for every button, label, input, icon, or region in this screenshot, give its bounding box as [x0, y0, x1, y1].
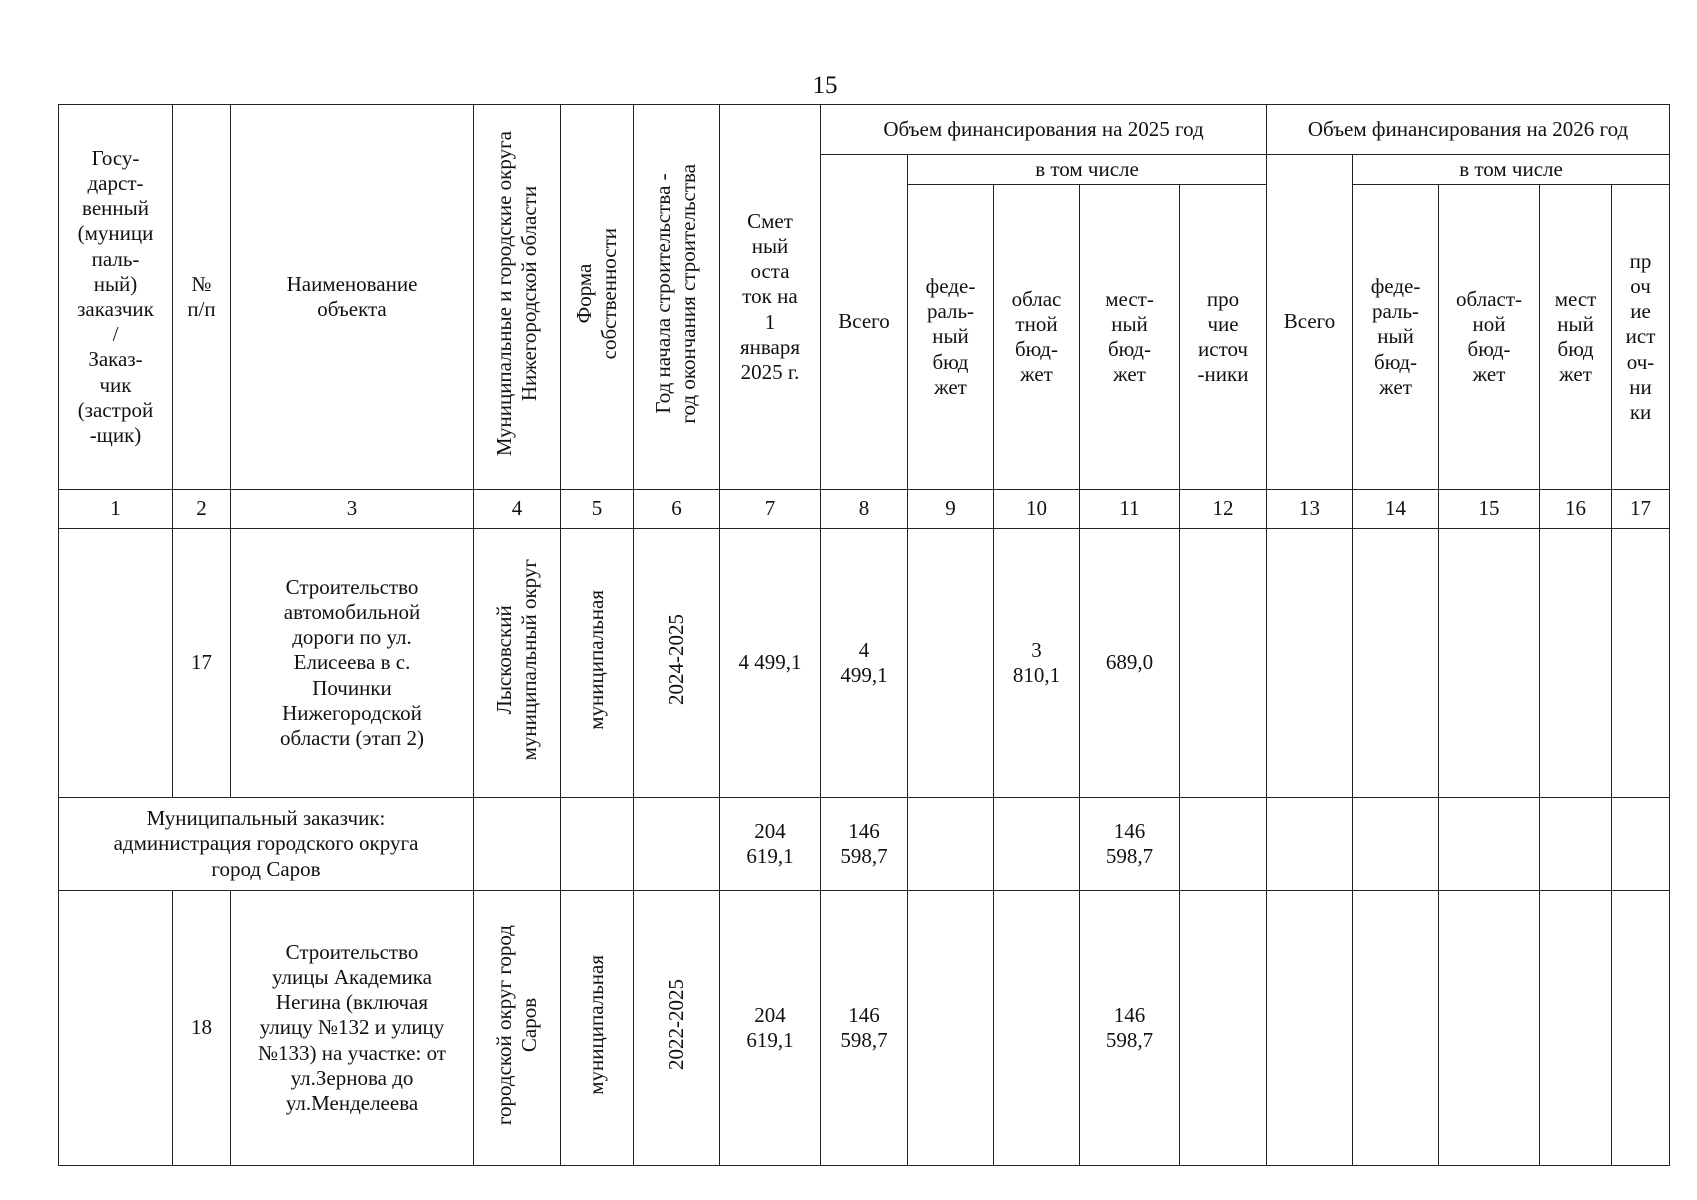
federal-2025	[908, 529, 994, 798]
municipality: Лысковский муниципальный округ	[474, 529, 561, 798]
construction-years: 2022-2025	[634, 891, 720, 1166]
column-number: 12	[1180, 490, 1267, 529]
row-number: 18	[173, 891, 231, 1166]
column-number: 13	[1267, 490, 1353, 529]
local-2025: 146 598,7	[1080, 891, 1180, 1166]
column-number: 5	[561, 490, 634, 529]
regional-2026	[1439, 529, 1540, 798]
column-number: 16	[1540, 490, 1612, 529]
header-regional-2025: облас тной бюд- жет	[994, 185, 1080, 490]
object-name: Строительство улицы Академика Негина (включая улицу №132 и улицу №133) на участке: от ул.Зернова до ул.Менделеева	[231, 891, 474, 1166]
regional-2025	[994, 798, 1080, 891]
regional-2025	[994, 891, 1080, 1166]
header-object-name: Наименование объекта	[231, 105, 474, 490]
federal-2026	[1353, 891, 1439, 1166]
total-2025: 146 598,7	[821, 891, 908, 1166]
local-2025: 689,0	[1080, 529, 1180, 798]
customer-cell	[59, 529, 173, 798]
other-2026	[1612, 798, 1670, 891]
column-number: 15	[1439, 490, 1540, 529]
local-2026	[1540, 529, 1612, 798]
column-number: 6	[634, 490, 720, 529]
column-number-row	[59, 490, 1670, 529]
regional-2026	[1439, 798, 1540, 891]
header-financing-2026: Объем финансирования на 2026 год	[1267, 105, 1670, 155]
other-2026	[1612, 529, 1670, 798]
column-number: 10	[994, 490, 1080, 529]
table-row	[59, 529, 1670, 798]
total-2026	[1267, 529, 1353, 798]
customer-group-row	[59, 798, 1670, 891]
header-other-2026: пр оч ие ист оч- ни ки	[1612, 185, 1670, 490]
ownership: муниципальная	[561, 891, 634, 1166]
row-number: 17	[173, 529, 231, 798]
column-number: 3	[231, 490, 474, 529]
column-number: 4	[474, 490, 561, 529]
header-estimate-balance: Смет ный оста ток на 1 января 2025 г.	[720, 105, 821, 490]
construction-years	[634, 798, 720, 891]
federal-2026	[1353, 529, 1439, 798]
header-local-2026: мест ный бюд жет	[1540, 185, 1612, 490]
header-financing-2025: Объем финансирования на 2025 год	[821, 105, 1267, 155]
local-2026	[1540, 798, 1612, 891]
table-row	[59, 891, 1670, 1166]
header-including-2026: в том числе	[1353, 155, 1670, 185]
header-municipality: Муниципальные и городские округа Нижегородской области	[474, 105, 561, 490]
estimate-balance: 204 619,1	[720, 891, 821, 1166]
municipality	[474, 798, 561, 891]
construction-financing-table	[58, 104, 1670, 1166]
other-2025	[1180, 798, 1267, 891]
ownership	[561, 798, 634, 891]
header-customer: Госу- дарст- венный (муници паль- ный) заказчик / Заказ- чик (застрой -щик)	[59, 105, 173, 490]
other-2026	[1612, 891, 1670, 1166]
local-2026	[1540, 891, 1612, 1166]
header-total-2026: Всего	[1267, 155, 1353, 490]
column-number: 11	[1080, 490, 1180, 529]
other-2025	[1180, 529, 1267, 798]
header-total-2025: Всего	[821, 155, 908, 490]
ownership: муниципальная	[561, 529, 634, 798]
federal-2025	[908, 798, 994, 891]
header-other-2025: про чие источ -ники	[1180, 185, 1267, 490]
customer-cell	[59, 891, 173, 1166]
header-years: Год начала строительства - год окончания строительства	[634, 105, 720, 490]
estimate-balance: 4 499,1	[720, 529, 821, 798]
column-number: 17	[1612, 490, 1670, 529]
customer-group-label: Муниципальный заказчик: администрация городского округа город Саров	[59, 798, 474, 891]
other-2025	[1180, 891, 1267, 1166]
local-2025: 146 598,7	[1080, 798, 1180, 891]
column-number: 2	[173, 490, 231, 529]
column-number: 14	[1353, 490, 1439, 529]
header-including-2025: в том числе	[908, 155, 1267, 185]
header-federal-2025: феде- раль- ный бюд жет	[908, 185, 994, 490]
estimate-balance: 204 619,1	[720, 798, 821, 891]
column-number: 7	[720, 490, 821, 529]
header-federal-2026: феде- раль- ный бюд- жет	[1353, 185, 1439, 490]
regional-2026	[1439, 891, 1540, 1166]
column-number: 1	[59, 490, 173, 529]
municipality: городской округ город Саров	[474, 891, 561, 1166]
total-2025: 146 598,7	[821, 798, 908, 891]
regional-2025: 3 810,1	[994, 529, 1080, 798]
federal-2026	[1353, 798, 1439, 891]
header-ownership: Форма собственности	[561, 105, 634, 490]
header-regional-2026: област- ной бюд- жет	[1439, 185, 1540, 490]
page-number: 15	[812, 72, 838, 99]
header-num: № п/п	[173, 105, 231, 490]
construction-years: 2024-2025	[634, 529, 720, 798]
total-2025: 4 499,1	[821, 529, 908, 798]
header-local-2025: мест- ный бюд- жет	[1080, 185, 1180, 490]
total-2026	[1267, 798, 1353, 891]
total-2026	[1267, 891, 1353, 1166]
federal-2025	[908, 891, 994, 1166]
object-name: Строительство автомобильной дороги по ул. Елисеева в с. Починки Нижегородской области (этап 2)	[231, 529, 474, 798]
column-number: 9	[908, 490, 994, 529]
header-row-top	[59, 105, 1670, 155]
column-number: 8	[821, 490, 908, 529]
